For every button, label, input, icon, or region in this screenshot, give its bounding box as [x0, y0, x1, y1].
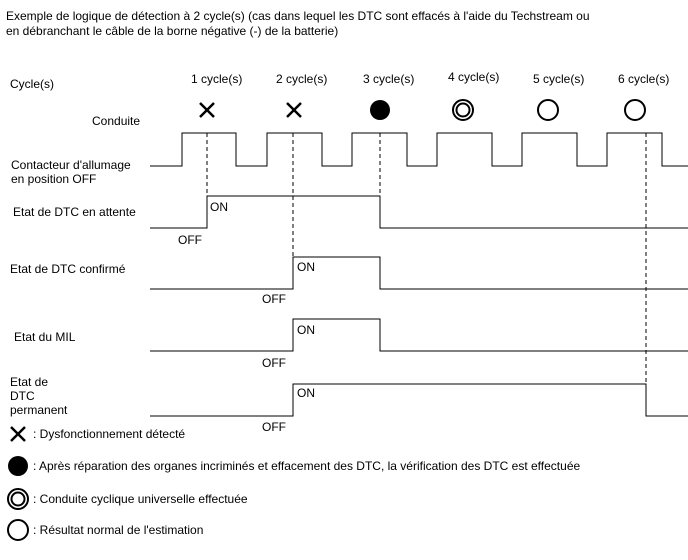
cycle-label-1: 1 cycle(s) — [191, 72, 243, 86]
caption-line-2: en débranchant le câble de la borne négative (-) de la batterie) — [6, 24, 339, 38]
double-circle-icon — [453, 100, 473, 120]
permanent-waveform — [150, 384, 688, 416]
driving-label: Conduite — [92, 114, 141, 128]
permanent-label-line-3: permanent — [10, 403, 68, 417]
cross-icon — [200, 103, 214, 117]
cycle-label-5: 5 cycle(s) — [533, 72, 585, 86]
pending-on-label: ON — [210, 200, 228, 214]
cycle-guides — [207, 133, 646, 384]
cross-icon — [11, 427, 25, 441]
cycle-2-marker — [287, 103, 301, 117]
legend-double-text: : Conduite cyclique universelle effectuée — [33, 492, 248, 506]
open-circle-icon — [625, 100, 645, 120]
permanent-label-line-2: DTC — [10, 389, 35, 403]
mil-off-label: OFF — [262, 356, 286, 370]
pending-waveform — [150, 196, 688, 228]
ignition-waveform — [150, 133, 688, 166]
confirmed-label: Etat de DTC confirmé — [10, 262, 126, 276]
pending-label: Etat de DTC en attente — [13, 205, 136, 219]
permanent-label-line-1: Etat de — [10, 375, 49, 389]
permanent-off-label: OFF — [262, 420, 286, 434]
open-circle-icon — [538, 100, 558, 120]
ignition-label-line-2: en position OFF — [11, 172, 97, 186]
legend-filled-text: : Après réparation des organes incriminés et effacement des DTC, la vérification des DTC est effectuée — [33, 459, 581, 473]
cycle-label-6: 6 cycle(s) — [618, 72, 670, 86]
confirmed-on-label: ON — [297, 260, 315, 274]
filled-circle-icon — [8, 456, 28, 476]
filled-circle-icon — [370, 100, 390, 120]
confirmed-waveform — [150, 257, 688, 289]
legend-open-text: : Résultat normal de l'estimation — [33, 523, 204, 537]
cycle-label-4: 4 cycle(s) — [448, 70, 500, 84]
open-circle-icon — [8, 520, 28, 540]
mil-label: Etat du MIL — [14, 330, 76, 344]
cross-icon — [287, 103, 301, 117]
permanent-on-label: ON — [297, 386, 315, 400]
legend-cross-text: : Dysfonctionnement détecté — [33, 427, 186, 441]
pending-off-label: OFF — [178, 233, 202, 247]
caption-line-1: Exemple de logique de détection à 2 cycle(s) (cas dans lequel les DTC sont effacés à l'aide du Techstream ou — [6, 9, 590, 23]
cycle-label-2: 2 cycle(s) — [276, 72, 328, 86]
cycle-1-marker — [200, 103, 214, 117]
cycle-label-3: 3 cycle(s) — [363, 72, 415, 86]
ignition-label-line-1: Contacteur d'allumage — [11, 158, 131, 172]
double-circle-icon — [8, 489, 28, 509]
mil-waveform — [150, 319, 688, 351]
cycles-label: Cycle(s) — [10, 77, 54, 91]
mil-on-label: ON — [297, 323, 315, 337]
confirmed-off-label: OFF — [262, 292, 286, 306]
